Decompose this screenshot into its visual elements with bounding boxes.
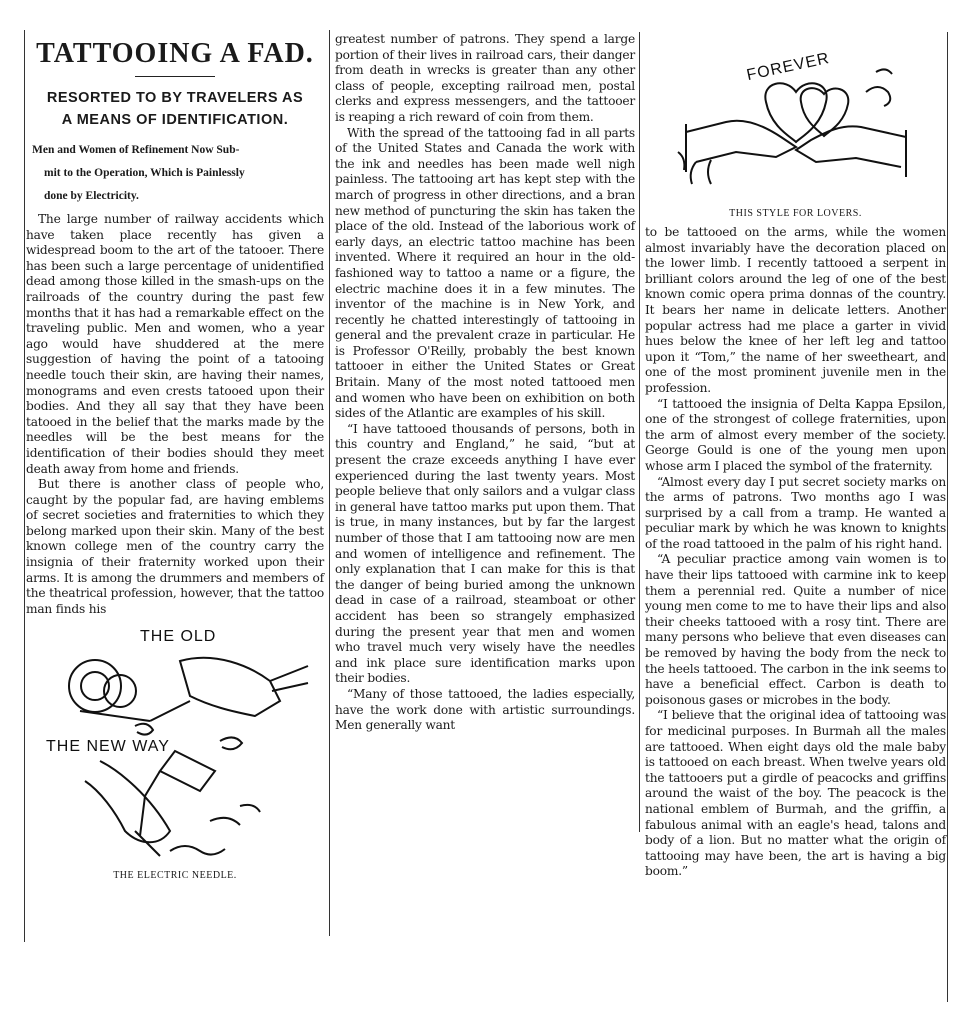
- paragraph: The large number of railway accidents which have taken place recently has given a widespread boom to the art of the tatooer. There has been such a large percentage of unidentified dead among those killed in the smash-ups on the railroads of the country during the past few months that it has had a remarkable effect on the traveling public. Men and women, who a year ago would have shuddered at the mere suggestion of having the point of a tatooing needle touch their skin, are having their names, monograms and even crests tatooed upon their bodies. And they all say that they have been tatooed in the belief that the marks made by the needles will be the best means for the identification of their bodies should they meet death away from home and friends.: [26, 212, 324, 476]
- hearts-icon: [765, 83, 848, 142]
- paragraph: “A peculiar practice among vain women is to have their lips tattooed with carmine ink to keep them a perennial red. Quite a number of nice young men come to me to have their lips and also their cheeks tattooed with a rosy tint. There are many persons who believe that even diseases can be removed by having the body from the neck to the heels tattooed. The carbon in the ink seems to have a beneficial effect. Carbon is death to poisonous gases or microbes in the body.: [645, 552, 946, 707]
- column-1-body: [26, 212, 324, 617]
- paragraph: “Almost every day I put secret society marks on the arms of patrons. Two months ago I was surprised by a call from a tramp. He wanted a peculiar mark by which he was known to knights of the road tattooed in the palm of his right hand.: [645, 474, 946, 551]
- paragraph: “I tattooed the insignia of Delta Kappa Epsilon, one of the strongest of college fraternities, upon the arm of almost every member of the society. George Gould is one of the young men upon whose arm I placed the symbol of the fraternity.: [645, 396, 946, 473]
- subhead: [26, 87, 324, 131]
- subhead-line-2: A MEANS OF IDENTIFICATION.: [61, 112, 289, 128]
- column-2-body: [335, 32, 635, 734]
- column-3: [645, 32, 946, 880]
- column-rule-2: [639, 32, 640, 832]
- column-2: [335, 32, 635, 734]
- label-forever: FOREVER: [744, 49, 831, 85]
- subhead-line-1: RESORTED TO BY TRAVELERS AS: [46, 90, 304, 106]
- paragraph: “I have tattooed thousands of persons, both in this country and England,” he said, “but at present the craze exceeds anything I have ever experienced during the last twenty years. Most people believe that only sailors and a vulgar class in general have tattoo marks put upon them. That is true, in many instances, but by far the largest number of those that I am tattooing now are men and women of intelligence and refinement. The only explanation that I can make for this is that the danger of being buried among the unknown dead in case of a railroad, steamboat or other accident has been so strangely emphasized during the present year that men and women who travel much very wisely have the needles and ink place sure identification marks upon their bodies.: [335, 421, 635, 686]
- deck-line-3: done by Electricity.: [44, 190, 139, 202]
- column-1: [26, 30, 324, 881]
- paragraph: But there is another class of people who, caught by the popular fad, are having emblems of secret societies and fraternities to which they belong marked upon their skin. Many of the best known college men of the country carry the insignia of their fraternity worked upon their arms. It is among the drummers and members of the theatrical profession, however, that the tattoo man finds his: [26, 477, 324, 616]
- paragraph: to be tattooed on the arms, while the women almost invariably have the decoration placed on the lower limb. I recently tattooed a serpent in brilliant colors around the leg of one of the best known comic opera prima donnas of the country. It bears her name in delicate letters. Another popular actress had me place a garter in vivid hues below the knee of her left leg and tattoo upon it “Tom,” the name of her sweetheart, and one of the most prominent juvenile men in the profession.: [645, 225, 946, 395]
- illustration-caption: THIS STYLE FOR LOVERS.: [729, 208, 862, 219]
- column-rule-left: [24, 30, 25, 942]
- headline-divider: [135, 76, 215, 77]
- label-the-new-way: THE NEW WAY: [46, 738, 170, 756]
- deck-line-2: mit to the Operation, Which is Painlessly: [44, 167, 245, 179]
- paragraph: greatest number of patrons. They spend a large portion of their lives in railroad cars, their danger from death in wrecks is greater than any other class of people, excepting railroad men, postal clerks and express messengers, and the tattooer is reaping a rich reward of coin from them.: [335, 32, 635, 124]
- lovers-hands-illustration: [666, 32, 926, 204]
- paragraph: “Many of those tattooed, the ladies especially, have the work done with artistic surroundings. Men generally want: [335, 686, 635, 733]
- paragraph: “I believe that the original idea of tattooing was for medicinal purposes. In Burmah all the males are tattooed. When eight days old the male baby is tattooed on each breast. When twelve years old the tattooers put a girdle of peacocks and griffins around the waist of the boy. The peacock is the national emblem of Burmah, and the griffin, a fabulous animal with an eagle's head, talons and body of a lion. But no matter what the origin of tattooing may have been, the art is having a big boom.”: [645, 708, 946, 879]
- deck-line-1: Men and Women of Refinement Now Sub-: [32, 144, 240, 156]
- column-rule-1: [329, 30, 330, 936]
- column-rule-right: [947, 32, 948, 1002]
- new-electric-needle-icon: [85, 751, 260, 856]
- illustration-caption: THE ELECTRIC NEEDLE.: [113, 870, 237, 882]
- deck: [32, 139, 324, 208]
- electric-needle-illustration: [40, 621, 310, 866]
- paragraph: With the spread of the tattooing fad in all parts of the United States and Canada the work with the ink and needles has been made well nigh painless. The tattooing art has kept step with the march of progress in other directions, and a bran new method of puncturing the skin has taken the place of the old. Instead of the laborious work of early days, an electric tattoo machine has been invented. Where it required an hour in the old-fashioned way to tattoo a name or a figure, the electric machine does it in a few minutes. The inventor of the machine is in New York, and recently he chatted interestingly of tattooing in general and the prevalent craze in particular. He is Professor O'Reilly, probably the best known tattooer in either the United States or Great Britain. Many of the most noted tattooed men and women who have been on exhibition on both sides of the Atlantic are examples of his skill.: [335, 125, 635, 421]
- headline: TATTOOING A FAD.: [36, 38, 314, 69]
- label-the-old: THE OLD: [140, 628, 217, 646]
- column-3-body: [645, 225, 946, 880]
- old-tattoo-tool-icon: [69, 658, 308, 749]
